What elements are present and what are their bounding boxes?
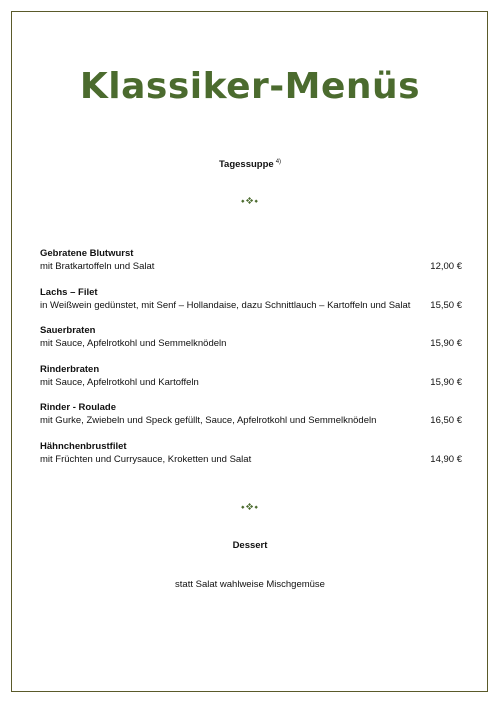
soup-footnote: 4) (275, 159, 282, 165)
ornament-divider: ⬩❖⬩ (240, 196, 260, 207)
menu-item-description: mit Sauce, Apfelrotkohl und Kartoffeln (40, 376, 199, 388)
menu-item-description: mit Bratkartoffeln und Salat (40, 261, 155, 272)
menu-item-name: Sauerbraten (40, 325, 96, 336)
menu-item (40, 248, 462, 287)
menu-item-price: 12,00 € (430, 261, 462, 272)
menu-item-price: 15,90 € (430, 376, 462, 388)
menu-item (40, 325, 462, 364)
dessert-heading: Dessert (232, 540, 268, 551)
side-dish-note: statt Salat wahlweise Mischgemüse (175, 579, 325, 590)
ornament-divider: ⬩❖⬩ (240, 502, 260, 513)
menu-item-name: Rinder - Roulade (40, 402, 117, 413)
menu-item (40, 287, 462, 326)
menu-item-price: 16,50 € (430, 415, 462, 426)
menu-item (40, 441, 462, 480)
menu-item-price: 15,50 € (430, 299, 462, 311)
menu-item-description: mit Sauce, Apfelrotkohl und Semmelknödeln (40, 338, 227, 349)
menu-item (40, 364, 462, 403)
menu-item-description: in Weißwein gedünstet, mit Senf – Hollandaise, dazu Schnittlauch – Kartoffeln und Salat (40, 299, 411, 311)
menu-item (40, 402, 462, 441)
menu-title: Klassiker-Menüs (79, 66, 421, 107)
soup-label: Tagessuppe (218, 159, 274, 171)
soup-line (0, 159, 500, 170)
menu-item-name: Hähnchenbrustfilet (40, 440, 127, 452)
menu-item-description: mit Gurke, Zwiebeln und Speck gefüllt, Sauce, Apfelrotkohl und Semmelknödeln (40, 415, 377, 426)
menu-item-price: 15,90 € (430, 338, 462, 349)
menu-item-name: Gebratene Blutwurst (40, 248, 134, 259)
menu-item-price: 14,90 € (430, 453, 462, 465)
menu-item-list (40, 248, 462, 479)
menu-item-name: Lachs – Filet (40, 286, 98, 298)
menu-item-name: Rinderbraten (40, 363, 100, 375)
menu-item-description: mit Früchten und Currysauce, Kroketten und Salat (40, 453, 252, 465)
